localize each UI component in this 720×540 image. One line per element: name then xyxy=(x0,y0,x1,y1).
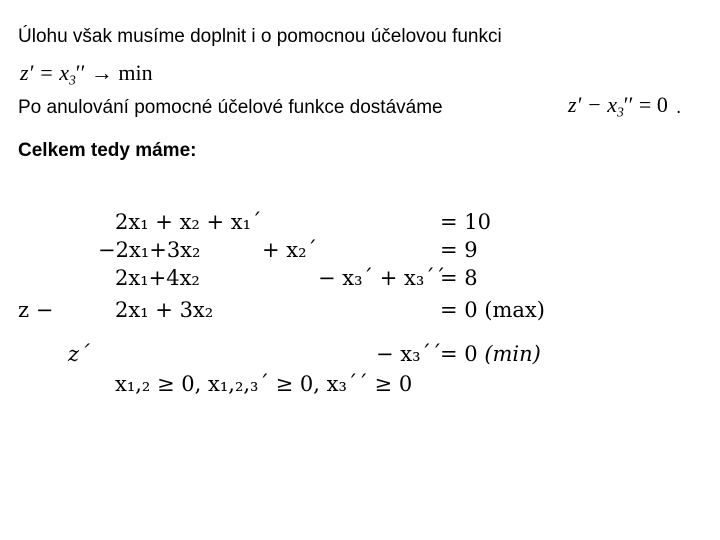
row3-left: 2x₁+4x₂ xyxy=(115,266,200,290)
summary-heading: Celkem tedy máme: xyxy=(18,140,197,161)
zprime-label xyxy=(68,342,90,366)
zeroed-objective-rhs: = 0 xyxy=(638,92,668,117)
zeroed-objective-sub: 3 xyxy=(616,104,624,120)
aux-objective-formula xyxy=(20,60,153,86)
row4-right: = 0 (max) xyxy=(440,298,545,322)
row5-right xyxy=(440,342,541,366)
intro-line: Úlohu však musíme doplnit i o pomocnou účelovou funkci xyxy=(18,26,502,47)
zeroing-line-period: . xyxy=(676,97,682,118)
row3-right: = 8 xyxy=(440,266,478,290)
row2-left: −2x₁+3x₂ xyxy=(98,238,201,262)
nonnegativity-constraints: x₁,₂ ≥ 0, x₁,₂,₃´ ≥ 0, x₃´´ ≥ 0 xyxy=(115,372,413,396)
row5-right-eq: = 0 xyxy=(440,342,478,366)
row1-left: 2x₁ + x₂ + x₁´ xyxy=(115,210,262,234)
row3-mid: − x₃´ + x₃´´ xyxy=(318,266,446,290)
aux-objective-sub: 3 xyxy=(68,72,76,88)
row4-left: 2x₁ + 3x₂ xyxy=(115,298,214,322)
zeroed-objective-lhs: z′ − x xyxy=(568,92,617,117)
z-label: z − xyxy=(18,298,54,322)
aux-objective-lhs: z′ = x xyxy=(20,60,69,85)
aux-objective-goal: min xyxy=(118,60,153,85)
zeroed-objective-formula xyxy=(568,92,668,118)
zeroed-objective-prime: ′′ xyxy=(623,92,634,117)
row5-right-tail: (min) xyxy=(484,342,541,366)
row1-right: = 10 xyxy=(440,210,491,234)
aux-objective-prime: ′′ xyxy=(75,60,86,85)
zprime-label-text: z´ xyxy=(68,342,90,366)
row2-right: = 9 xyxy=(440,238,478,262)
aux-objective-arrow: → xyxy=(90,60,113,85)
row2-mid: + x₂´ xyxy=(262,238,318,262)
row5-mid: − x₃´´ xyxy=(376,342,442,366)
zeroing-line: Po anulování pomocné účelové funkce dostáváme xyxy=(18,97,443,118)
